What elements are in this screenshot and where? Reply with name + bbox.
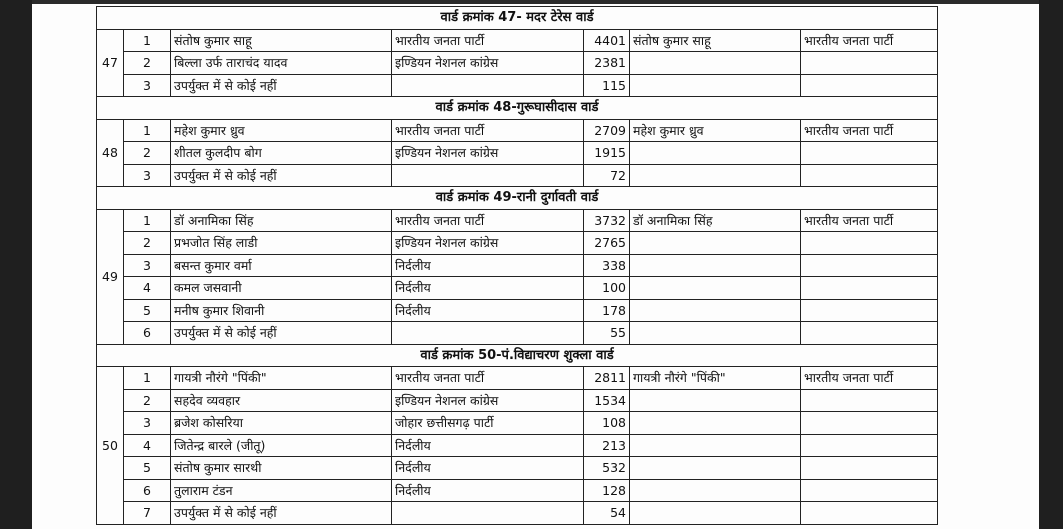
serial-number: 2 (124, 52, 171, 75)
winner-party: भारतीय जनता पार्टी (801, 119, 938, 142)
serial-number: 2 (124, 232, 171, 255)
serial-number: 4 (124, 434, 171, 457)
candidate-row (97, 502, 938, 525)
candidate-row (97, 412, 938, 435)
vote-count: 1534 (584, 389, 630, 412)
ward-number: 49 (97, 209, 124, 344)
winner-name (630, 232, 801, 255)
winner-name (630, 52, 801, 75)
candidate-row (97, 299, 938, 322)
candidate-row (97, 457, 938, 480)
serial-number: 6 (124, 479, 171, 502)
vote-count: 55 (584, 322, 630, 345)
candidate-row (97, 434, 938, 457)
vote-count: 128 (584, 479, 630, 502)
winner-party (801, 434, 938, 457)
candidate-name: तुलाराम टंडन (171, 479, 392, 502)
winner-party (801, 277, 938, 300)
winner-party (801, 412, 938, 435)
candidate-party: निर्दलीय (392, 434, 584, 457)
candidate-party: इण्डियन नेशनल कांग्रेस (392, 52, 584, 75)
serial-number: 3 (124, 412, 171, 435)
serial-number: 1 (124, 119, 171, 142)
ward-header-row (97, 344, 938, 367)
candidate-party: निर्दलीय (392, 457, 584, 480)
candidate-party (392, 322, 584, 345)
candidate-name: मनीष कुमार शिवानी (171, 299, 392, 322)
candidate-name: डॉ अनामिका सिंह (171, 209, 392, 232)
candidate-row (97, 52, 938, 75)
vote-count: 1915 (584, 142, 630, 165)
candidate-party: इण्डियन नेशनल कांग्रेस (392, 232, 584, 255)
candidate-party (392, 74, 584, 97)
candidate-party: जोहार छत्तीसगढ़ पार्टी (392, 412, 584, 435)
candidate-name: सहदेव व्यवहार (171, 389, 392, 412)
candidate-name: बसन्त कुमार वर्मा (171, 254, 392, 277)
candidate-party: भारतीय जनता पार्टी (392, 209, 584, 232)
candidate-party: निर्दलीय (392, 254, 584, 277)
candidate-row (97, 322, 938, 345)
winner-name (630, 142, 801, 165)
candidate-name: बिल्ला उर्फ ताराचंद यादव (171, 52, 392, 75)
candidate-party: निर्दलीय (392, 277, 584, 300)
winner-name (630, 412, 801, 435)
winner-name (630, 479, 801, 502)
candidate-row (97, 232, 938, 255)
ward-header-row (97, 187, 938, 210)
winner-party (801, 142, 938, 165)
ward-title: वार्ड क्रमांक 47- मदर टेरेस वार्ड (97, 7, 938, 30)
winner-name (630, 502, 801, 525)
ward-number: 47 (97, 29, 124, 97)
candidate-name: गायत्री नौरंगे "पिंकी" (171, 367, 392, 390)
ward-title: वार्ड क्रमांक 49-रानी दुर्गावती वार्ड (97, 187, 938, 210)
candidate-row (97, 367, 938, 390)
serial-number: 3 (124, 74, 171, 97)
ward-header-row (97, 97, 938, 120)
candidate-name: उपर्युक्त में से कोई नहीं (171, 74, 392, 97)
candidate-row (97, 119, 938, 142)
candidate-row (97, 254, 938, 277)
candidate-row (97, 29, 938, 52)
vote-count: 2765 (584, 232, 630, 255)
vote-count: 2811 (584, 367, 630, 390)
winner-name (630, 164, 801, 187)
serial-number: 5 (124, 299, 171, 322)
candidate-name: उपर्युक्त में से कोई नहीं (171, 164, 392, 187)
vote-count: 213 (584, 434, 630, 457)
candidate-party: भारतीय जनता पार्टी (392, 367, 584, 390)
serial-number: 4 (124, 277, 171, 300)
candidate-row (97, 142, 938, 165)
candidate-name: संतोष कुमार सारथी (171, 457, 392, 480)
ward-results-table (96, 6, 938, 525)
winner-party (801, 502, 938, 525)
winner-name: संतोष कुमार साहू (630, 29, 801, 52)
winner-party (801, 457, 938, 480)
vote-count: 178 (584, 299, 630, 322)
candidate-party: निर्दलीय (392, 479, 584, 502)
vote-count: 3732 (584, 209, 630, 232)
winner-party (801, 299, 938, 322)
vote-count: 4401 (584, 29, 630, 52)
viewer-right-border (1039, 0, 1063, 529)
candidate-row (97, 74, 938, 97)
winner-name (630, 277, 801, 300)
vote-count: 100 (584, 277, 630, 300)
winner-name: महेश कुमार ध्रुव (630, 119, 801, 142)
candidate-party (392, 502, 584, 525)
candidate-party: भारतीय जनता पार्टी (392, 119, 584, 142)
winner-name (630, 434, 801, 457)
winner-name (630, 389, 801, 412)
winner-name: गायत्री नौरंगे "पिंकी" (630, 367, 801, 390)
candidate-name: जितेन्द्र बारले (जीतू) (171, 434, 392, 457)
winner-name (630, 74, 801, 97)
candidate-party: भारतीय जनता पार्टी (392, 29, 584, 52)
candidate-name: महेश कुमार ध्रुव (171, 119, 392, 142)
vote-count: 2709 (584, 119, 630, 142)
ward-title: वार्ड क्रमांक 50-पं.विद्याचरण शुक्ला वार्ड (97, 344, 938, 367)
winner-party (801, 52, 938, 75)
serial-number: 1 (124, 209, 171, 232)
winner-party (801, 254, 938, 277)
winner-name (630, 322, 801, 345)
ward-title: वार्ड क्रमांक 48-गुरूघासीदास वार्ड (97, 97, 938, 120)
candidate-name: ब्रजेश कोसरिया (171, 412, 392, 435)
winner-party (801, 74, 938, 97)
candidate-row (97, 389, 938, 412)
candidate-name: उपर्युक्त में से कोई नहीं (171, 322, 392, 345)
winner-name (630, 299, 801, 322)
candidate-party: इण्डियन नेशनल कांग्रेस (392, 389, 584, 412)
ward-number: 50 (97, 367, 124, 525)
candidate-party (392, 164, 584, 187)
winner-party: भारतीय जनता पार्टी (801, 29, 938, 52)
winner-name (630, 254, 801, 277)
candidate-row (97, 479, 938, 502)
ward-header-row (97, 7, 938, 30)
serial-number: 3 (124, 164, 171, 187)
serial-number: 7 (124, 502, 171, 525)
vote-count: 2381 (584, 52, 630, 75)
winner-party: भारतीय जनता पार्टी (801, 209, 938, 232)
serial-number: 2 (124, 142, 171, 165)
vote-count: 338 (584, 254, 630, 277)
candidate-name: कमल जसवानी (171, 277, 392, 300)
serial-number: 5 (124, 457, 171, 480)
candidate-row (97, 164, 938, 187)
results-body (97, 7, 938, 525)
candidate-name: संतोष कुमार साहू (171, 29, 392, 52)
candidate-name: उपर्युक्त में से कोई नहीं (171, 502, 392, 525)
vote-count: 108 (584, 412, 630, 435)
candidate-party: इण्डियन नेशनल कांग्रेस (392, 142, 584, 165)
winner-party (801, 164, 938, 187)
serial-number: 6 (124, 322, 171, 345)
winner-party (801, 322, 938, 345)
serial-number: 1 (124, 367, 171, 390)
vote-count: 72 (584, 164, 630, 187)
winner-party (801, 479, 938, 502)
vote-count: 54 (584, 502, 630, 525)
ward-number: 48 (97, 119, 124, 187)
candidate-party: निर्दलीय (392, 299, 584, 322)
vote-count: 532 (584, 457, 630, 480)
candidate-row (97, 277, 938, 300)
serial-number: 3 (124, 254, 171, 277)
winner-name: डॉ अनामिका सिंह (630, 209, 801, 232)
candidate-name: प्रभजोत सिंह लाडी (171, 232, 392, 255)
winner-party (801, 389, 938, 412)
candidate-name: शीतल कुलदीप बोग (171, 142, 392, 165)
vote-count: 115 (584, 74, 630, 97)
candidate-row (97, 209, 938, 232)
winner-party (801, 232, 938, 255)
serial-number: 2 (124, 389, 171, 412)
winner-name (630, 457, 801, 480)
winner-party: भारतीय जनता पार्टी (801, 367, 938, 390)
viewer-left-border (0, 0, 32, 529)
serial-number: 1 (124, 29, 171, 52)
